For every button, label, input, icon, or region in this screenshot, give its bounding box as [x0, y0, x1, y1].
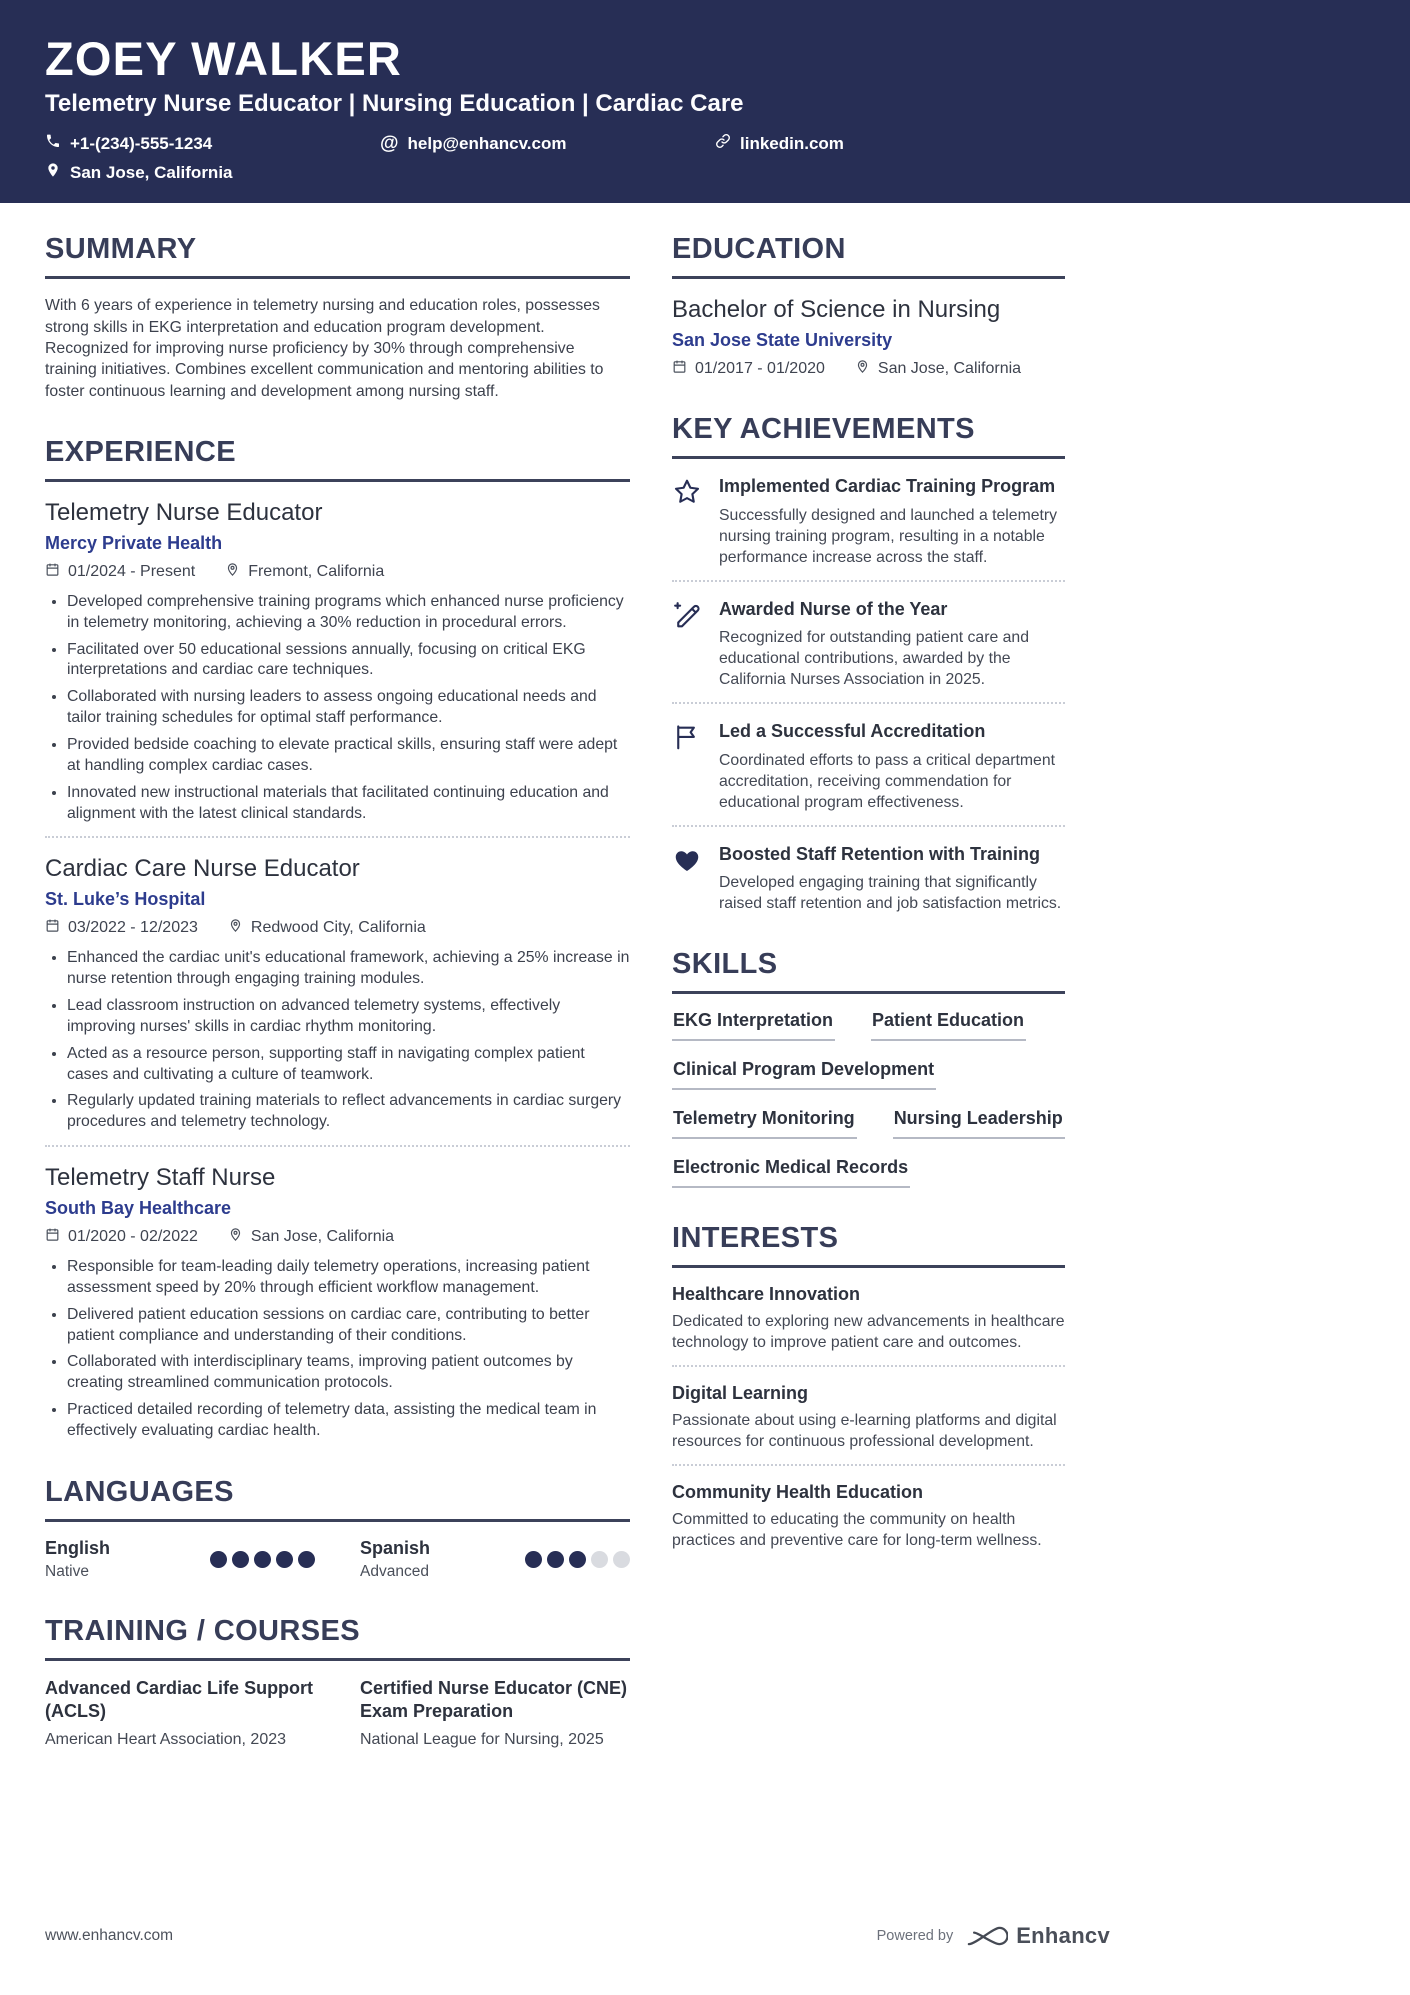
- at-icon: @: [380, 133, 399, 155]
- interests-section: [672, 1222, 1065, 1551]
- interests-heading: INTERESTS: [672, 1222, 1065, 1268]
- interest-item: [672, 1383, 1065, 1452]
- job-dates: 01/2020 - 02/2022: [45, 1227, 198, 1247]
- achievement-item: [672, 598, 1065, 691]
- skill-item: Telemetry Monitoring: [672, 1108, 857, 1139]
- course-title: Advanced Cardiac Life Support (ACLS): [45, 1677, 314, 1722]
- language-item: [360, 1538, 630, 1581]
- achievement-text: Successfully designed and launched a telemetry nursing training program, resulting in a notable performance increase across the staff.: [719, 506, 1058, 566]
- proficiency-dot: [298, 1551, 315, 1568]
- job-dates: 01/2024 - Present: [45, 562, 195, 582]
- job-bullet: • Responsible for team-leading daily telemetry operations, increasing patient assessment speed by 20% through efficient workflow management.: [67, 1257, 630, 1299]
- job-company: St. Luke’s Hospital: [45, 889, 206, 910]
- degree-title: Bachelor of Science in Nursing: [672, 296, 1001, 324]
- dotted-divider: [672, 580, 1065, 582]
- job-bullet: • Delivered patient education sessions on cardiac care, contributing to better patient compliance and understanding of their conditions.: [67, 1305, 630, 1347]
- achievement-title: Awarded Nurse of the Year: [719, 598, 948, 619]
- job-title: Telemetry Nurse Educator: [45, 498, 323, 526]
- language-level: Advanced: [360, 1562, 429, 1580]
- proficiency-dot: [591, 1551, 608, 1568]
- interest-title: Digital Learning: [672, 1383, 809, 1404]
- language-level: Native: [45, 1562, 89, 1580]
- left-column: [45, 233, 630, 1782]
- summary-text: With 6 years of experience in telemetry nursing and education roles, possesses strong skills in EKG interpretation and education program development. Recognized for improving nurse proficiency by 30% through comprehensive training initiatives. Combines excellent communication and mentoring abilities to foster continuous learning and development among nursing staff.: [45, 297, 604, 400]
- interest-title: Community Health Education: [672, 1482, 924, 1503]
- phone-icon: [45, 133, 61, 154]
- proficiency-dots: [210, 1551, 315, 1568]
- skill-item: Nursing Leadership: [893, 1108, 1065, 1139]
- linkedin-url: linkedin.com: [740, 133, 844, 153]
- achievement-item: [672, 843, 1065, 915]
- achievement-title: Implemented Cardiac Training Program: [719, 476, 1056, 497]
- person-headline: Telemetry Nurse Educator | Nursing Education | Cardiac Care: [45, 90, 744, 118]
- summary-section: [45, 233, 630, 402]
- job-meta: [45, 918, 630, 938]
- heart-icon: [672, 843, 704, 915]
- job-bullet: • Provided bedside coaching to elevate practical skills, ensuring staff were adept at handling complex cardiac cases.: [67, 735, 630, 777]
- job-bullet: • Facilitated over 50 educational sessions annually, focusing on critical EKG interpretations and cardiac care techniques.: [67, 640, 630, 682]
- enhancv-logo-mark: [966, 1924, 1008, 1948]
- job-entry: [45, 498, 630, 824]
- languages-grid: [45, 1538, 630, 1581]
- language-name: Spanish: [360, 1537, 431, 1558]
- content: [0, 203, 1410, 1782]
- job-meta: [45, 1227, 630, 1247]
- languages-heading: LANGUAGES: [45, 1476, 630, 1522]
- proficiency-dot: [547, 1551, 564, 1568]
- education-meta: [672, 359, 1065, 379]
- experience-heading: EXPERIENCE: [45, 436, 630, 482]
- location-text: San Jose, California: [70, 162, 233, 182]
- course-provider: American Heart Association, 2023: [45, 1730, 287, 1748]
- training-heading: TRAINING / COURSES: [45, 1615, 630, 1661]
- achievement-title: Led a Successful Accreditation: [719, 721, 986, 742]
- job-bullet: • Collaborated with interdisciplinary teams, improving patient outcomes by creating streamlined communication protocols.: [67, 1352, 630, 1394]
- summary-heading: SUMMARY: [45, 233, 630, 279]
- achievement-item: [672, 475, 1065, 568]
- course-title: Certified Nurse Educator (CNE) Exam Preparation: [360, 1677, 628, 1722]
- enhancv-logo[interactable]: [966, 1923, 1110, 1949]
- footer: [45, 1923, 1110, 1949]
- education-section: [672, 233, 1065, 379]
- proficiency-dot: [525, 1551, 542, 1568]
- job-title: Telemetry Staff Nurse: [45, 1164, 276, 1192]
- skill-item: Clinical Program Development: [672, 1059, 936, 1090]
- calendar-icon: [45, 1227, 60, 1247]
- pin-icon: [228, 918, 243, 938]
- skills-section: [672, 948, 1065, 1188]
- star-icon: [672, 475, 704, 568]
- calendar-icon: [45, 918, 60, 938]
- link-icon: [715, 133, 731, 154]
- achievement-item: [672, 720, 1065, 813]
- courses-grid: [45, 1677, 630, 1749]
- pin-icon: [855, 359, 870, 379]
- language-name: English: [45, 1537, 111, 1558]
- powered-by-label: Powered by: [876, 1928, 954, 1944]
- right-column: [672, 233, 1065, 1585]
- job-bullet: • Regularly updated training materials to reflect advancements in cardiac surgery procedures and telemetry technology.: [67, 1091, 630, 1133]
- header: [0, 0, 1410, 203]
- dotted-divider: [672, 702, 1065, 704]
- interest-item: [672, 1284, 1065, 1353]
- interest-title: Healthcare Innovation: [672, 1284, 861, 1305]
- job-dates: 03/2022 - 12/2023: [45, 918, 198, 938]
- job-title: Cardiac Care Nurse Educator: [45, 855, 360, 883]
- job-company: South Bay Healthcare: [45, 1198, 232, 1219]
- achievements-heading: KEY ACHIEVEMENTS: [672, 413, 1065, 459]
- job-entry: [45, 1163, 630, 1442]
- achievement-title: Boosted Staff Retention with Training: [719, 843, 1040, 864]
- achievement-text: Coordinated efforts to pass a critical department accreditation, receiving commendation for educational program effectiveness.: [719, 751, 1056, 811]
- education-location: San Jose, California: [855, 359, 1021, 379]
- location-contact: [45, 162, 380, 183]
- job-bullet: • Developed comprehensive training programs which enhanced nurse proficiency in telemetry monitoring, achieving a 30% reduction in procedural errors.: [67, 592, 630, 634]
- job-bullet: • Innovated new instructional materials that facilitated continuing education and alignment with the latest clinical standards.: [67, 783, 630, 825]
- email-address: help@enhancv.com: [407, 133, 567, 153]
- school-name: San Jose State University: [672, 330, 893, 351]
- job-bullet: • Collaborated with nursing leaders to assess ongoing educational needs and tailor training schedules for optimal staff performance.: [67, 687, 630, 729]
- job-bullet: • Enhanced the cardiac unit's educational framework, achieving a 25% increase in nurse retention through engaging training modules.: [67, 948, 630, 990]
- interest-text: Dedicated to exploring new advancements in healthcare technology to improve patient care and outcomes.: [672, 1313, 1065, 1352]
- job-company: Mercy Private Health: [45, 532, 223, 553]
- job-entry: [45, 854, 630, 1133]
- email-contact[interactable]: [380, 133, 715, 154]
- job-bullets: [45, 1257, 630, 1442]
- job-location: Fremont, California: [225, 562, 384, 582]
- calendar-icon: [672, 359, 687, 379]
- proficiency-dot: [210, 1551, 227, 1568]
- footer-site-link[interactable]: www.enhancv.com: [45, 1927, 174, 1944]
- interest-text: Passionate about using e-learning platforms and digital resources for continuous professional development.: [672, 1412, 1057, 1451]
- calendar-icon: [45, 562, 60, 582]
- skills-list: [672, 1010, 1065, 1188]
- contact-row: [45, 133, 1365, 183]
- powered-by: [877, 1923, 1110, 1949]
- course-provider: National League for Nursing, 2025: [360, 1730, 604, 1748]
- pin-icon: [225, 562, 240, 582]
- job-bullet: • Acted as a resource person, supporting staff in navigating complex patient cases and cultivating a culture of teamwork.: [67, 1044, 630, 1086]
- linkedin-contact[interactable]: [715, 133, 1365, 154]
- job-bullet: • Lead classroom instruction on advanced telemetry systems, effectively improving nurses' skills in cardiac rhythm monitoring.: [67, 996, 630, 1038]
- proficiency-dot: [613, 1551, 630, 1568]
- education-dates: 01/2017 - 01/2020: [672, 359, 825, 379]
- proficiency-dot: [569, 1551, 586, 1568]
- dotted-divider: [672, 1464, 1065, 1466]
- phone-contact[interactable]: [45, 133, 380, 154]
- experience-section: [45, 436, 630, 1442]
- language-item: [45, 1538, 315, 1581]
- flag-icon: [672, 720, 704, 813]
- course-item: [45, 1677, 315, 1749]
- phone-number: +1-(234)-555-1234: [70, 133, 213, 153]
- skill-item: Patient Education: [871, 1010, 1026, 1041]
- achievement-text: Developed engaging training that significantly raised staff retention and job satisfaction metrics.: [719, 874, 1062, 913]
- dotted-divider: [672, 1365, 1065, 1367]
- pen-sparkle-icon: [672, 598, 704, 691]
- dotted-divider: [45, 1145, 630, 1147]
- interest-text: Committed to educating the community on health practices and preventive care for long-term wellness.: [672, 1511, 1042, 1550]
- skills-heading: SKILLS: [672, 948, 1065, 994]
- proficiency-dot: [254, 1551, 271, 1568]
- course-item: [360, 1677, 630, 1749]
- enhancv-logo-text: Enhancv: [1016, 1923, 1110, 1948]
- job-bullet: • Practiced detailed recording of telemetry data, assisting the medical team in effectively evaluating cardiac health.: [67, 1400, 630, 1442]
- dotted-divider: [672, 825, 1065, 827]
- skill-item: Electronic Medical Records: [672, 1157, 910, 1188]
- dotted-divider: [45, 836, 630, 838]
- person-name: ZOEY WALKER: [45, 32, 403, 85]
- proficiency-dot: [276, 1551, 293, 1568]
- languages-section: [45, 1476, 630, 1581]
- proficiency-dot: [232, 1551, 249, 1568]
- job-bullets: [45, 948, 630, 1133]
- training-section: [45, 1615, 630, 1749]
- pin-icon: [228, 1227, 243, 1247]
- achievements-section: [672, 413, 1065, 914]
- job-location: Redwood City, California: [228, 918, 426, 938]
- job-bullets: [45, 592, 630, 824]
- job-location: San Jose, California: [228, 1227, 394, 1247]
- job-meta: [45, 562, 630, 582]
- interest-item: [672, 1482, 1065, 1551]
- skill-item: EKG Interpretation: [672, 1010, 835, 1041]
- location-pin-icon: [45, 162, 61, 183]
- proficiency-dots: [525, 1551, 630, 1568]
- achievement-text: Recognized for outstanding patient care and educational contributions, awarded by the California Nurses Association in 2025.: [719, 629, 1030, 689]
- education-heading: EDUCATION: [672, 233, 1065, 279]
